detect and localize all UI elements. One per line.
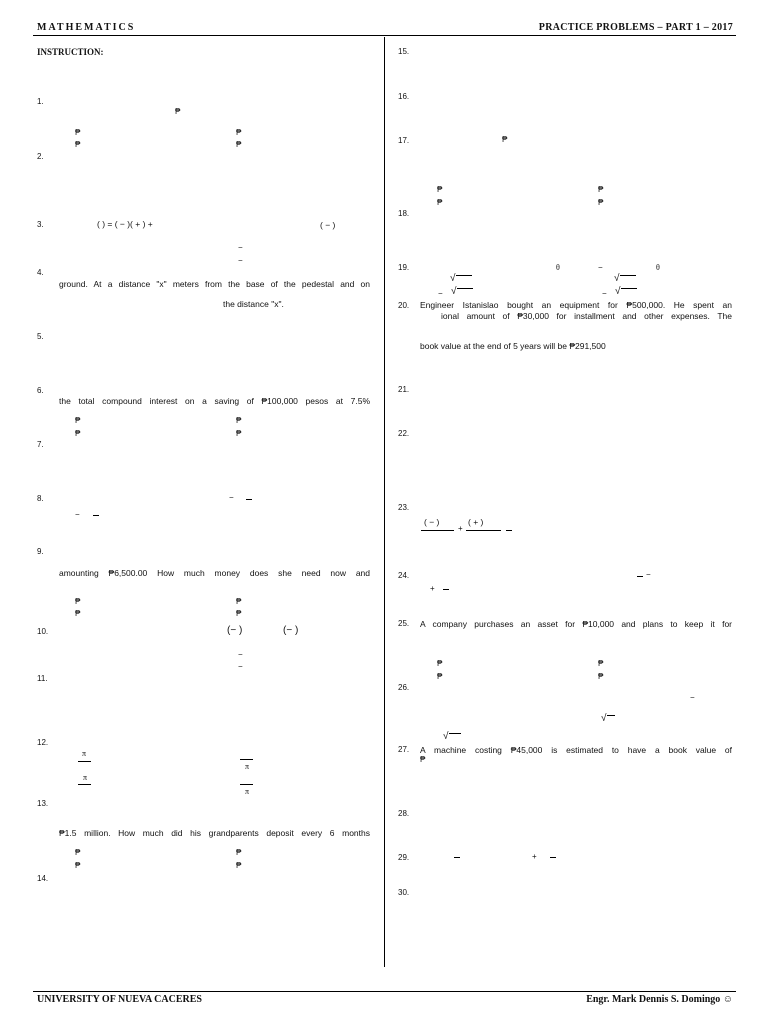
equation: ( − ) <box>424 517 440 527</box>
problem-number: 2. <box>37 152 44 161</box>
plus-sign: + <box>430 584 435 593</box>
dash-mark <box>550 857 556 858</box>
problem-number: 4. <box>37 268 44 277</box>
instruction-label: INSTRUCTION: <box>37 47 104 57</box>
peso-sign: ₱ <box>75 861 81 870</box>
pi-symbol: π <box>245 762 250 771</box>
minus-sign: − <box>238 256 243 265</box>
problem-text: ional amount of ₱30,000 for installment and other expenses. The <box>441 311 732 321</box>
peso-sign: ₱ <box>75 416 81 425</box>
pi-symbol: π <box>245 787 250 796</box>
minus-sign: − <box>75 510 80 519</box>
minus-sign: − <box>229 493 234 502</box>
peso-sign: ₱ <box>75 609 81 618</box>
peso-sign: ₱ <box>236 609 242 618</box>
minus-sign: − <box>238 650 243 659</box>
dash-mark <box>637 576 643 577</box>
peso-sign: ₱ <box>437 185 443 194</box>
peso-sign: ₱ <box>75 429 81 438</box>
peso-sign: ₱ <box>75 140 81 149</box>
peso-sign: ₱ <box>236 848 242 857</box>
problem-number: 25. <box>398 619 410 628</box>
peso-sign: ₱ <box>437 659 443 668</box>
problem-number: 30. <box>398 888 410 897</box>
sqrt-symbol: √ <box>443 731 449 742</box>
problem-text: A company purchases an asset for ₱10,000 and plans to keep it for <box>420 619 732 629</box>
fraction-bar <box>78 784 91 785</box>
sqrt-symbol: √ <box>451 286 457 297</box>
radical-bar <box>620 275 636 276</box>
radical-bar <box>456 275 472 276</box>
problem-number: 12. <box>37 738 49 747</box>
radical-bar <box>621 288 637 289</box>
peso-sign: ₱ <box>75 848 81 857</box>
pi-symbol: π <box>83 773 88 782</box>
fraction-bar <box>421 530 454 531</box>
problem-number: 28. <box>398 809 410 818</box>
equation: ( − ) <box>320 220 336 230</box>
sqrt-symbol: √ <box>601 713 607 724</box>
equation: ( ) = ( − )( + ) + <box>97 219 153 229</box>
problem-number: 14. <box>37 874 49 883</box>
minus-sign: − <box>646 570 651 579</box>
fraction-bar <box>466 530 501 531</box>
header-rule <box>33 35 736 36</box>
footer-institution: UNIVERSITY OF NUEVA CACERES <box>37 994 202 1005</box>
problem-number: 24. <box>398 571 410 580</box>
problem-text: Engineer Istanislao bought an equipment for ₱500,000. He spent an <box>420 300 732 310</box>
problem-number: 6. <box>37 386 44 395</box>
peso-sign: ₱ <box>598 672 604 681</box>
problem-number: 19. <box>398 263 410 272</box>
problem-text: the total compound interest on a saving of ₱100,000 pesos at 7.5% <box>59 396 370 406</box>
problem-number: 21. <box>398 385 410 394</box>
equation: (− ) <box>227 625 243 636</box>
dash-mark <box>246 499 252 500</box>
problem-number: 20. <box>398 301 410 310</box>
plus-sign: + <box>458 524 463 533</box>
minus-sign: − <box>238 662 243 671</box>
minus-sign: − <box>598 263 603 272</box>
dash-mark <box>506 530 512 531</box>
peso-sign: ₱ <box>236 597 242 606</box>
problem-number: 27. <box>398 745 410 754</box>
peso-sign: ₱ <box>236 128 242 137</box>
fraction-bar <box>240 759 253 760</box>
problem-number: 7. <box>37 440 44 449</box>
peso-sign: ₱ <box>236 861 242 870</box>
header-subject: MATHEMATICS <box>37 22 136 33</box>
column-divider <box>384 37 385 967</box>
problem-number: 11. <box>37 674 48 683</box>
problem-number: 5. <box>37 332 44 341</box>
problem-text: amounting ₱6,500.00 How much money does she need now and <box>59 568 370 578</box>
radical-bar <box>449 733 461 734</box>
problem-number: 8. <box>37 494 44 503</box>
footer-author: Engr. Mark Dennis S. Domingo ☺ <box>586 994 733 1005</box>
peso-sign: ₱ <box>598 198 604 207</box>
problem-number: 23. <box>398 503 410 512</box>
problem-text: ₱1.5 million. How much did his grandparents deposit every 6 months <box>59 828 370 838</box>
theta-symbol: θ <box>656 263 660 272</box>
pi-symbol: π <box>82 749 87 758</box>
footer-rule <box>33 991 736 992</box>
minus-sign: − <box>438 289 443 298</box>
problem-number: 3. <box>37 220 44 229</box>
problem-number: 18. <box>398 209 410 218</box>
problem-number: 1. <box>37 97 44 106</box>
peso-sign: ₱ <box>598 185 604 194</box>
problem-number: 26. <box>398 683 410 692</box>
peso-sign: ₱ <box>502 135 508 144</box>
problem-number: 22. <box>398 429 410 438</box>
problem-number: 13. <box>37 799 49 808</box>
problem-text: A machine costing ₱45,000 is estimated to have a book value of <box>420 745 732 755</box>
equation: (− ) <box>283 625 299 636</box>
plus-sign: + <box>532 852 537 861</box>
theta-symbol: θ <box>556 263 560 272</box>
dash-mark <box>443 589 449 590</box>
peso-sign: ₱ <box>236 429 242 438</box>
peso-sign: ₱ <box>420 755 426 764</box>
radical-bar <box>457 288 473 289</box>
peso-sign: ₱ <box>437 672 443 681</box>
fraction-bar <box>240 784 253 785</box>
problem-number: 17. <box>398 136 410 145</box>
problem-number: 16. <box>398 92 410 101</box>
dash-mark <box>454 857 460 858</box>
problem-number: 10. <box>37 627 49 636</box>
peso-sign: ₱ <box>598 659 604 668</box>
sqrt-symbol: √ <box>615 286 621 297</box>
problem-number: 9. <box>37 547 44 556</box>
peso-sign: ₱ <box>75 597 81 606</box>
peso-sign: ₱ <box>437 198 443 207</box>
sqrt-symbol: √ <box>614 273 620 284</box>
problem-text: the distance "x". <box>223 299 284 309</box>
sqrt-symbol: √ <box>450 273 456 284</box>
minus-sign: − <box>238 243 243 252</box>
problem-text: book value at the end of 5 years will be ₱291,500 <box>420 341 606 351</box>
fraction-bar <box>78 761 91 762</box>
peso-sign: ₱ <box>175 107 181 116</box>
problem-text: ground. At a distance "x" meters from the base of the pedestal and on <box>59 279 370 289</box>
dash-mark <box>93 515 99 516</box>
problem-number: 15. <box>398 47 410 56</box>
minus-sign: − <box>602 289 607 298</box>
peso-sign: ₱ <box>236 416 242 425</box>
equation: ( + ) <box>468 517 484 527</box>
peso-sign: ₱ <box>75 128 81 137</box>
problem-number: 29. <box>398 853 410 862</box>
header-title: PRACTICE PROBLEMS – PART 1 – 2017 <box>538 22 733 33</box>
minus-sign: − <box>690 693 695 702</box>
radical-bar <box>607 715 615 716</box>
peso-sign: ₱ <box>236 140 242 149</box>
